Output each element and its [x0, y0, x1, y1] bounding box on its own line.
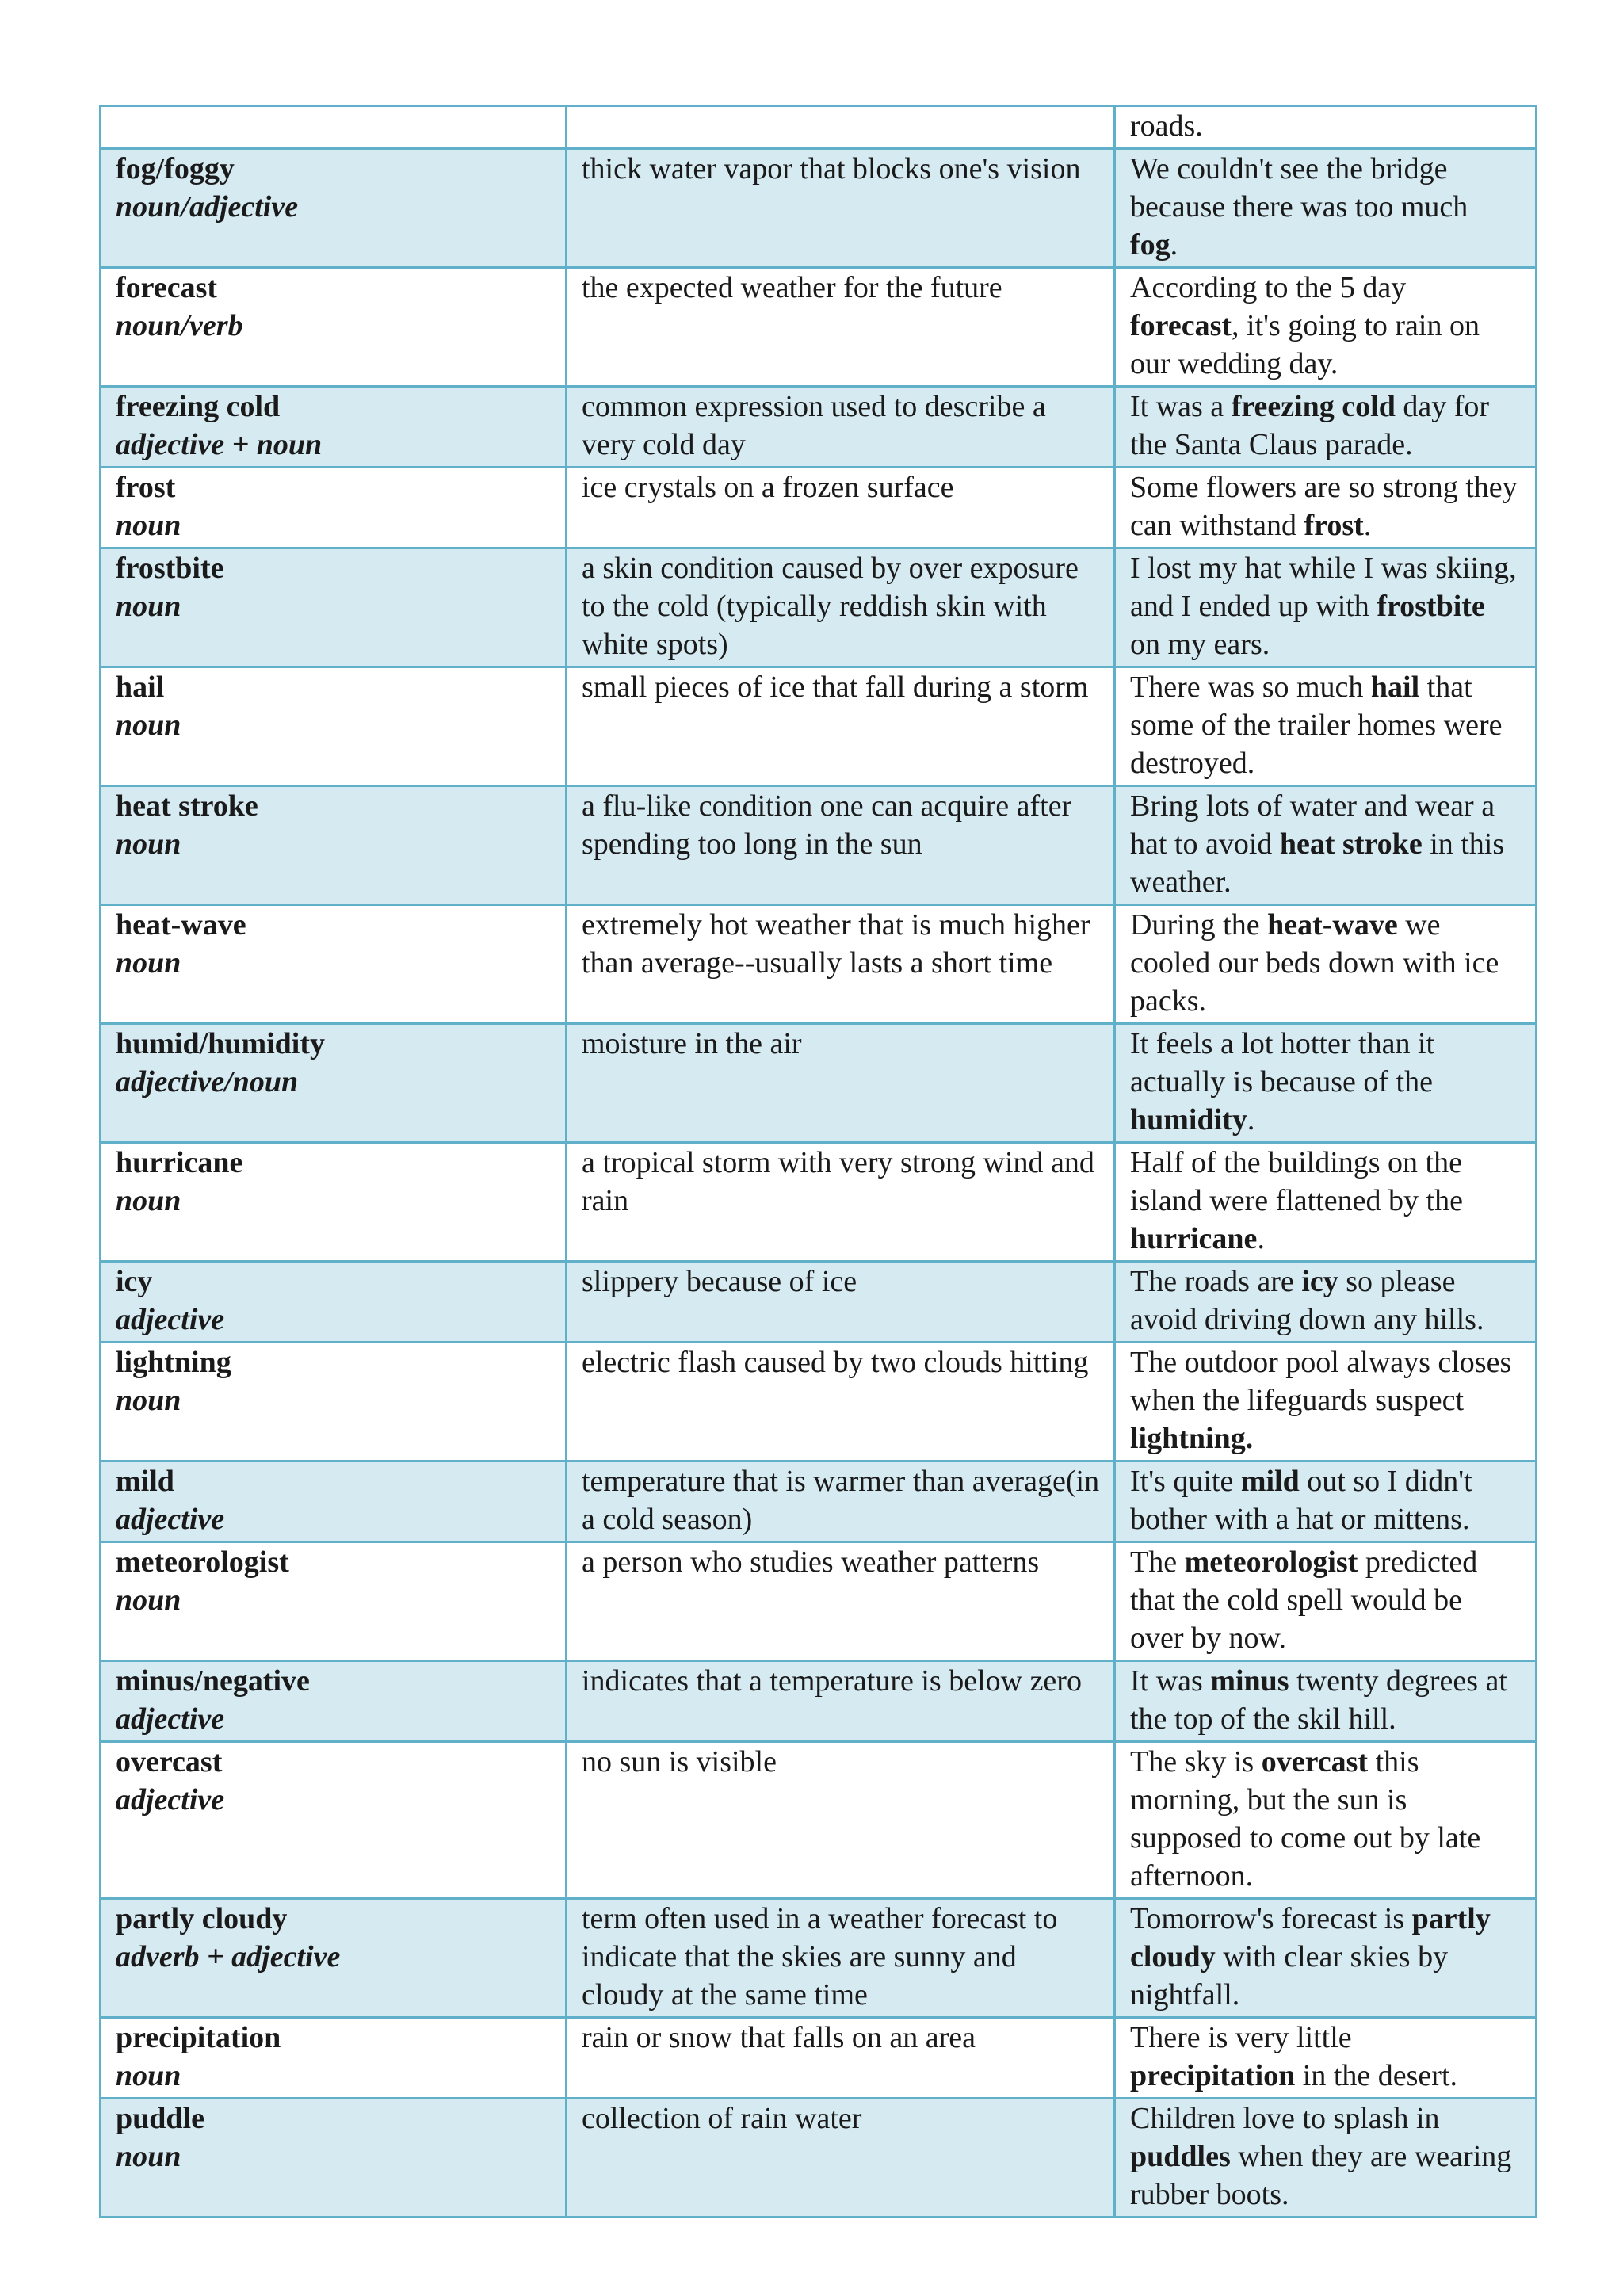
- example-text: It feels a lot hotter than it actually is because of the: [1130, 1027, 1435, 1098]
- term-word: freezing cold: [116, 390, 281, 423]
- definition-cell: extremely hot weather that is much higher than average--usually lasts a short time: [567, 905, 1115, 1024]
- term-cell: [101, 468, 567, 548]
- part-of-speech: noun: [116, 2059, 181, 2092]
- example-text: It was a: [1130, 390, 1232, 423]
- example-text: I lost my hat while I was skiing, and I ended up with: [1130, 552, 1517, 623]
- example-text: on my ears.: [1130, 628, 1270, 661]
- part-of-speech: adverb + adjective: [116, 1940, 341, 1973]
- part-of-speech: adjective: [116, 1783, 225, 1817]
- example-cell: [1115, 1742, 1537, 1899]
- table-row: [101, 786, 1537, 905]
- table-row: [101, 2018, 1537, 2099]
- example-highlight: lightning.: [1130, 1422, 1254, 1455]
- example-highlight: freezing cold: [1231, 390, 1396, 423]
- example-text: It's quite: [1130, 1465, 1241, 1498]
- example-cell: [1115, 1461, 1537, 1542]
- term-word: meteorologist: [116, 1545, 289, 1579]
- definition-cell: collection of rain water: [567, 2099, 1115, 2218]
- example-text: in the desert.: [1295, 2059, 1458, 2092]
- term-word: frost: [116, 471, 176, 504]
- term-cell: [101, 2099, 567, 2218]
- example-text: Bring lots of water and wear a hat to avoid: [1130, 789, 1495, 861]
- example-cell: [1115, 905, 1537, 1024]
- term-cell: [101, 268, 567, 387]
- term-cell: [101, 667, 567, 786]
- term-cell: [101, 106, 567, 149]
- table-row: [101, 1899, 1537, 2018]
- definition-cell: slippery because of ice: [567, 1262, 1115, 1343]
- example-text: The: [1130, 1545, 1185, 1579]
- example-text: in this weather.: [1130, 827, 1505, 899]
- table-row: [101, 1343, 1537, 1461]
- example-highlight: frost: [1304, 509, 1364, 542]
- example-text: Children love to splash in: [1130, 2102, 1440, 2135]
- table-row: [101, 667, 1537, 786]
- part-of-speech: noun/verb: [116, 309, 243, 342]
- example-text: this morning, but the sun is supposed to come out by late afternoon.: [1130, 1745, 1481, 1893]
- example-text: According to the 5 day: [1130, 271, 1407, 304]
- part-of-speech: noun: [116, 946, 181, 980]
- definition-cell: thick water vapor that blocks one's vision: [567, 149, 1115, 268]
- example-highlight: meteorologist: [1184, 1545, 1358, 1579]
- term-word: precipitation: [116, 2021, 281, 2054]
- term-cell: [101, 905, 567, 1024]
- part-of-speech: adjective + noun: [116, 428, 323, 461]
- term-word: partly cloudy: [116, 1902, 288, 1935]
- definition-cell: electric flash caused by two clouds hitting: [567, 1343, 1115, 1461]
- table-row: [101, 1742, 1537, 1899]
- example-text: .: [1257, 1222, 1265, 1255]
- example-text: There is very little: [1130, 2021, 1352, 2054]
- part-of-speech: noun: [116, 1384, 181, 1417]
- part-of-speech: noun/adjective: [116, 190, 299, 223]
- table-row: [101, 149, 1537, 268]
- example-highlight: minus: [1210, 1664, 1289, 1698]
- example-cell: [1115, 1899, 1537, 2018]
- table-row: [101, 106, 1537, 149]
- part-of-speech: noun: [116, 827, 181, 861]
- term-word: hurricane: [116, 1146, 243, 1179]
- term-cell: [101, 1343, 567, 1461]
- example-cell: [1115, 1143, 1537, 1262]
- example-text: with clear skies by nightfall.: [1130, 1940, 1449, 2011]
- part-of-speech: noun: [116, 590, 181, 623]
- definition-cell: the expected weather for the future: [567, 268, 1115, 387]
- example-cell: [1115, 786, 1537, 905]
- example-text: roads.: [1130, 109, 1203, 143]
- term-word: mild: [116, 1465, 174, 1498]
- example-text: The outdoor pool always closes when the lifeguards suspect: [1130, 1346, 1512, 1417]
- table-row: [101, 387, 1537, 468]
- term-cell: [101, 149, 567, 268]
- example-cell: [1115, 268, 1537, 387]
- term-word: lightning: [116, 1346, 231, 1379]
- term-word: frostbite: [116, 552, 224, 585]
- definition-cell: no sun is visible: [567, 1742, 1115, 1899]
- example-cell: [1115, 1262, 1537, 1343]
- example-text: We couldn't see the bridge because there was too much: [1130, 152, 1468, 223]
- term-word: fog/foggy: [116, 152, 235, 185]
- part-of-speech: noun: [116, 1184, 181, 1217]
- definition-cell: term often used in a weather forecast to indicate that the skies are sunny and cloudy at the same time: [567, 1899, 1115, 2018]
- example-text: predicted that the cold spell would be over by now.: [1130, 1545, 1478, 1655]
- example-text: when they are wearing rubber boots.: [1130, 2140, 1512, 2211]
- example-cell: [1115, 667, 1537, 786]
- term-word: puddle: [116, 2102, 204, 2135]
- example-highlight: overcast: [1261, 1745, 1369, 1778]
- definition-cell: rain or snow that falls on an area: [567, 2018, 1115, 2099]
- definition-cell: a flu-like condition one can acquire after spending too long in the sun: [567, 786, 1115, 905]
- example-highlight: hurricane: [1130, 1222, 1258, 1255]
- part-of-speech: noun: [116, 709, 181, 742]
- definition-cell: indicates that a temperature is below zero: [567, 1661, 1115, 1742]
- example-text: The sky is: [1130, 1745, 1262, 1778]
- term-word: heat stroke: [116, 789, 258, 823]
- example-text: day for the Santa Claus parade.: [1130, 390, 1490, 461]
- example-text: Tomorrow's forecast is: [1130, 1902, 1412, 1935]
- term-cell: [101, 786, 567, 905]
- example-highlight: icy: [1301, 1265, 1338, 1298]
- example-highlight: precipitation: [1130, 2059, 1296, 2092]
- term-word: icy: [116, 1265, 153, 1298]
- example-text: out so I didn't bother with a hat or mittens.: [1130, 1465, 1472, 1536]
- term-word: hail: [116, 670, 165, 704]
- table-row: [101, 268, 1537, 387]
- example-text: that some of the trailer homes were destroyed.: [1130, 670, 1503, 780]
- example-text: so please avoid driving down any hills.: [1130, 1265, 1484, 1336]
- table-row: [101, 1024, 1537, 1143]
- table-row: [101, 1661, 1537, 1742]
- part-of-speech: adjective: [116, 1702, 225, 1736]
- example-text: Some flowers are so strong they can withstand: [1130, 471, 1518, 542]
- definition-cell: common expression used to describe a very cold day: [567, 387, 1115, 468]
- table-row: [101, 905, 1537, 1024]
- example-cell: [1115, 1343, 1537, 1461]
- table-row: [101, 1262, 1537, 1343]
- term-cell: [101, 1024, 567, 1143]
- example-text: .: [1363, 509, 1372, 542]
- example-cell: [1115, 548, 1537, 667]
- example-cell: [1115, 106, 1537, 149]
- definition-cell: ice crystals on a frozen surface: [567, 468, 1115, 548]
- definition-cell: [567, 106, 1115, 149]
- table-row: [101, 1542, 1537, 1661]
- definition-cell: a person who studies weather patterns: [567, 1542, 1115, 1661]
- definition-cell: small pieces of ice that fall during a storm: [567, 667, 1115, 786]
- example-cell: [1115, 387, 1537, 468]
- example-text: It was: [1130, 1664, 1211, 1698]
- example-cell: [1115, 468, 1537, 548]
- example-text: There was so much: [1130, 670, 1371, 704]
- term-cell: [101, 1899, 567, 2018]
- example-highlight: mild: [1240, 1465, 1300, 1498]
- example-cell: [1115, 2099, 1537, 2218]
- term-cell: [101, 1461, 567, 1542]
- vocabulary-table: [99, 105, 1537, 2218]
- term-cell: [101, 387, 567, 468]
- term-word: minus/negative: [116, 1664, 310, 1698]
- definition-cell: moisture in the air: [567, 1024, 1115, 1143]
- example-cell: [1115, 1024, 1537, 1143]
- term-cell: [101, 1262, 567, 1343]
- term-cell: [101, 1143, 567, 1262]
- term-cell: [101, 2018, 567, 2099]
- example-cell: [1115, 149, 1537, 268]
- example-highlight: frostbite: [1377, 590, 1485, 623]
- example-cell: [1115, 2018, 1537, 2099]
- example-text: Half of the buildings on the island were flattened by the: [1130, 1146, 1463, 1217]
- table-row: [101, 2099, 1537, 2218]
- part-of-speech: adjective: [116, 1303, 225, 1336]
- example-highlight: heat stroke: [1279, 827, 1423, 861]
- term-cell: [101, 1542, 567, 1661]
- term-word: humid/humidity: [116, 1027, 325, 1060]
- table-row: [101, 1143, 1537, 1262]
- example-highlight: forecast: [1130, 309, 1232, 342]
- term-word: heat-wave: [116, 908, 246, 942]
- example-highlight: fog: [1130, 228, 1170, 262]
- example-cell: [1115, 1542, 1537, 1661]
- table-row: [101, 468, 1537, 548]
- definition-cell: a skin condition caused by over exposure to the cold (typically reddish skin with white spots): [567, 548, 1115, 667]
- example-highlight: hail: [1370, 670, 1420, 704]
- part-of-speech: noun: [116, 1584, 181, 1617]
- term-cell: [101, 1661, 567, 1742]
- example-text: twenty degrees at the top of the skil hill.: [1130, 1664, 1507, 1736]
- term-word: forecast: [116, 271, 218, 304]
- part-of-speech: adjective: [116, 1503, 225, 1536]
- term-cell: [101, 548, 567, 667]
- example-highlight: puddles: [1130, 2140, 1231, 2173]
- term-cell: [101, 1742, 567, 1899]
- example-text: During the: [1130, 908, 1268, 942]
- table-row: [101, 548, 1537, 667]
- table-row: [101, 1461, 1537, 1542]
- example-cell: [1115, 1661, 1537, 1742]
- vocabulary-table-body: [101, 106, 1537, 2218]
- example-highlight: partly cloudy: [1130, 1902, 1491, 1973]
- definition-cell: a tropical storm with very strong wind and rain: [567, 1143, 1115, 1262]
- example-text: .: [1170, 228, 1178, 262]
- part-of-speech: noun: [116, 509, 181, 542]
- part-of-speech: adjective/noun: [116, 1065, 299, 1098]
- example-highlight: humidity: [1130, 1103, 1247, 1137]
- example-text: The roads are: [1130, 1265, 1302, 1298]
- example-text: we cooled our beds down with ice packs.: [1130, 908, 1499, 1018]
- example-text: , it's going to rain on our wedding day.: [1130, 309, 1480, 380]
- part-of-speech: noun: [116, 2140, 181, 2173]
- term-word: overcast: [116, 1745, 223, 1778]
- definition-cell: temperature that is warmer than average(in a cold season): [567, 1461, 1115, 1542]
- example-text: .: [1247, 1103, 1255, 1137]
- example-highlight: heat-wave: [1267, 908, 1398, 942]
